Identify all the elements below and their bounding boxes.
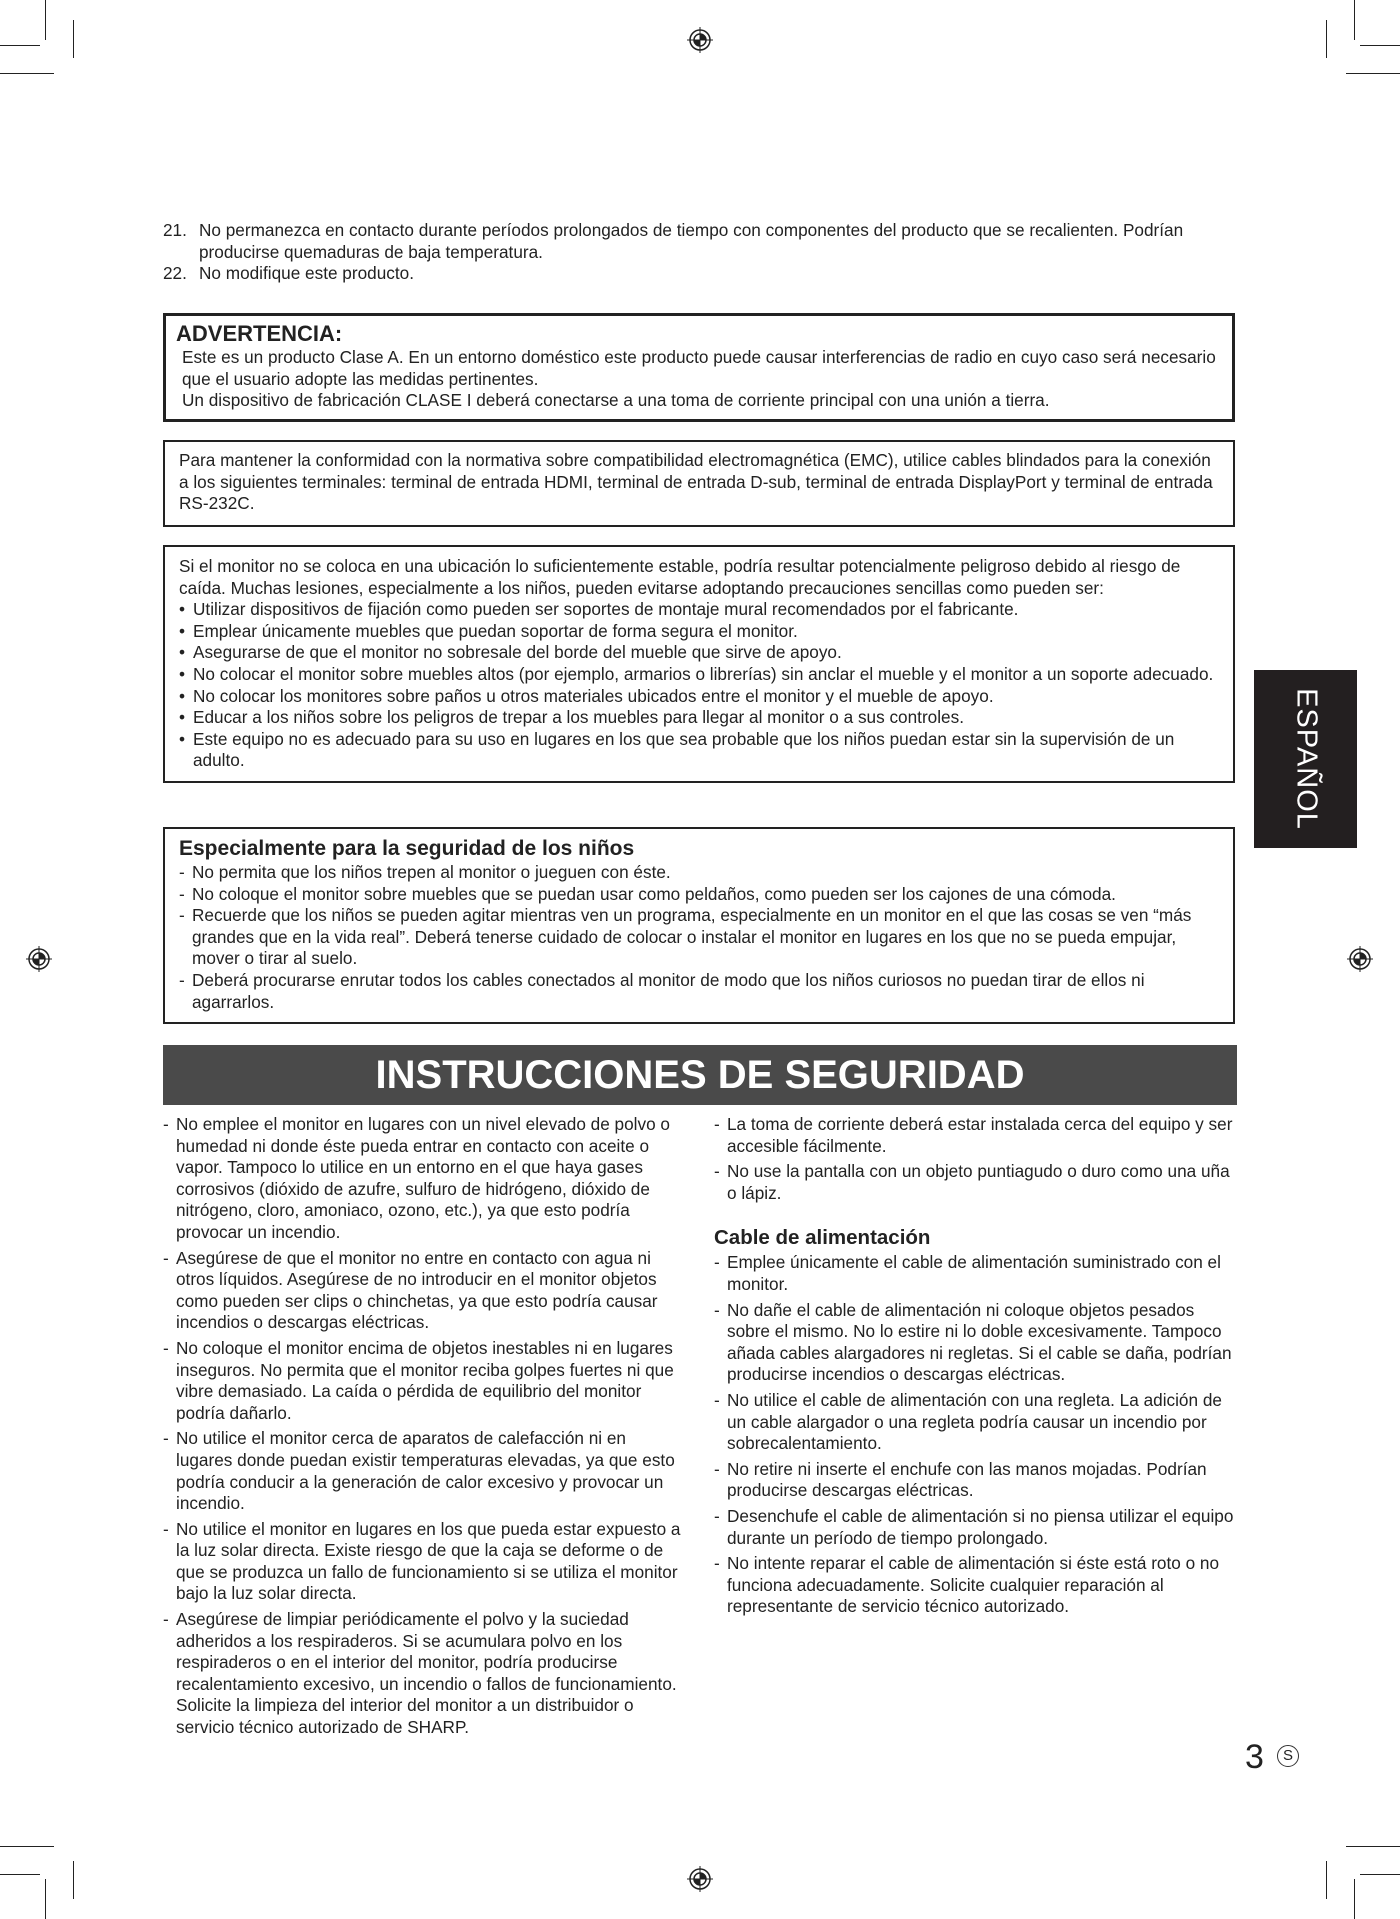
list-item: - No use la pantalla con un objeto puntiagudo o duro como una uña o lápiz. bbox=[714, 1161, 1240, 1204]
list-item bbox=[163, 263, 1243, 285]
list-item: - Emplee únicamente el cable de alimentación suministrado con el monitor. bbox=[714, 1252, 1240, 1295]
emc-notice-box bbox=[163, 440, 1235, 527]
crop-mark-tl-h bbox=[0, 73, 54, 74]
children-safety-list bbox=[179, 862, 1221, 1013]
emc-text: Para mantener la conformidad con la normativa sobre compatibilidad electromagnética (EMC), utilice cables blindados para la conexión a los siguientes terminales: terminal de entrada HDMI, terminal de entrada D-sub, terminal de entrada DisplayPort y terminal de entrada RS-232C. bbox=[179, 450, 1213, 514]
list-item: • Este equipo no es adecuado para su uso en lugares en los que sea probable que los niños puedan estar sin la supervisión de un adulto. bbox=[179, 729, 1221, 772]
list-item bbox=[163, 1609, 686, 1739]
registration-crosshair-icon bbox=[26, 946, 52, 972]
item-text: No permanezca en contacto durante períodos prolongados de tiempo con componentes del producto que se recalienten. Podrían producirse quemaduras de baja temperatura. bbox=[199, 220, 1184, 262]
list-item: - Deberá procurarse enrutar todos los cables conectados al monitor de modo que los niños curiosos no puedan tirar de ellos ni agarrarlos. bbox=[179, 970, 1221, 1013]
list-item: - Desenchufe el cable de alimentación si no piensa utilizar el equipo durante un período de tiempo prolongado. bbox=[714, 1506, 1240, 1549]
list-item: - Asegúrese de que el monitor no entre en contacto con agua ni otros líquidos. Asegúrese de no introducir en el monitor objetos como pueden ser clips o chinchetas, ya que esto podría causar incendios o descargas eléctricas. bbox=[163, 1248, 686, 1334]
page-language-marker: S bbox=[1277, 1745, 1299, 1767]
power-cable-list bbox=[714, 1252, 1240, 1618]
safety-right-column bbox=[714, 1114, 1240, 1622]
crop-mark-tl-h2 bbox=[0, 45, 40, 46]
list-item: • Educar a los niños sobre los peligros de trepar a los muebles para llegar al monitor o a sus controles. bbox=[179, 707, 1221, 729]
crop-mark-br-h bbox=[1346, 1846, 1400, 1847]
crop-mark-tl-v bbox=[73, 20, 74, 58]
item-text: No modifique este producto. bbox=[199, 263, 414, 284]
registration-crosshair-icon bbox=[687, 27, 713, 53]
warning-text bbox=[176, 347, 1222, 412]
registration-crosshair-icon bbox=[687, 1866, 713, 1892]
children-safety-box bbox=[163, 827, 1235, 1024]
crop-mark-bl-v bbox=[73, 1861, 74, 1899]
crop-mark-bl-v2 bbox=[45, 1879, 46, 1919]
list-item: - No utilice el monitor cerca de aparatos de calefacción ni en lugares donde puedan existir temperaturas elevadas, ya que esto podría conducir a la generación de calor excesivo y provocar un incendio. bbox=[163, 1428, 686, 1514]
list-item: • Utilizar dispositivos de fijación como pueden ser soportes de montaje mural recomendados por el fabricante. bbox=[179, 599, 1221, 621]
crop-mark-br-v bbox=[1326, 1861, 1327, 1899]
list-item: - No utilice el cable de alimentación con una regleta. La adición de un cable alargador o una regleta podría causar un incendio por sobrecalentamiento. bbox=[714, 1390, 1240, 1455]
list-item: - No retire ni inserte el enchufe con las manos mojadas. Podrían producirse descargas eléctricas. bbox=[714, 1459, 1240, 1502]
list-item: - No dañe el cable de alimentación ni coloque objetos pesados sobre el mismo. No lo estire ni lo doble excesivamente. Tampoco añada cables alargadores ni regletas. Si el cable se daña, podrían producirse incendios o descargas eléctricas. bbox=[714, 1300, 1240, 1386]
language-tab bbox=[1254, 670, 1357, 848]
warning-title: ADVERTENCIA: bbox=[176, 321, 343, 346]
registration-crosshair-icon bbox=[1347, 946, 1373, 972]
safety-list bbox=[163, 1114, 686, 1739]
language-tab-label: ESPAÑOL bbox=[1290, 688, 1322, 830]
list-item: - No permita que los niños trepen al monitor o jueguen con éste. bbox=[179, 862, 1221, 884]
list-item: - No coloque el monitor encima de objetos inestables ni en lugares inseguros. No permita que el monitor reciba golpes fuertes ni que vibre demasiado. La caída o pérdida de equilibrio del monitor podría dañarlo. bbox=[163, 1338, 686, 1424]
list-item: - No utilice el monitor en lugares en los que pueda estar expuesto a la luz solar directa. Existe riesgo de que la caja se deforme o de que se produzca un fallo de funcionamiento si se utiliza el monitor bajo la luz solar directa. bbox=[163, 1519, 686, 1605]
stability-intro: Si el monitor no se coloca en una ubicación lo suficientemente estable, podría resultar potencialmente peligroso debido al riesgo de caída. Muchas lesiones, especialmente a los niños, pueden evitarse adoptando precauciones sencillas como pueden ser: bbox=[179, 556, 1181, 598]
stability-notice-box bbox=[163, 545, 1235, 783]
item-number: 22. bbox=[163, 263, 187, 284]
crop-mark-tr-h bbox=[1346, 73, 1400, 74]
crop-mark-br-v2 bbox=[1354, 1879, 1355, 1919]
list-item: - No emplee el monitor en lugares con un nivel elevado de polvo o humedad ni donde éste pueda entrar en contacto con aceite o vapor. Tampoco lo utilice en un entorno en el que haya gases corrosivos (dióxido de azufre, sulfuro de hidrógeno, dióxido de nitrógeno, cloro, amoniaco, ozono, etc.), ya que esto podría provocar un incendio. bbox=[163, 1114, 686, 1244]
list-item: - Recuerde que los niños se pueden agitar mientras ven un programa, especialmente en un monitor en el que las cosas se ven “más grandes que en la vida real”. Deberá tenerse cuidado de colocar o instalar el monitor en lugares en los que no se pueda empujar, mover o tirar al suelo. bbox=[179, 905, 1221, 970]
crop-mark-tr-v bbox=[1326, 20, 1327, 58]
crop-mark-br-h2 bbox=[1360, 1874, 1400, 1875]
list-item: • No colocar los monitores sobre paños u otros materiales ubicados entre el monitor y el mueble de apoyo. bbox=[179, 686, 1221, 708]
page-number: 3 bbox=[1245, 1738, 1264, 1776]
stability-bullets bbox=[179, 599, 1221, 772]
crop-mark-tl-v2 bbox=[45, 0, 46, 40]
list-item: • No colocar el monitor sobre muebles altos (por ejemplo, armarios o librerías) sin anclar el mueble y el monitor a un soporte adecuado. bbox=[179, 664, 1221, 686]
list-item: • Emplear únicamente muebles que puedan soportar de forma segura el monitor. bbox=[179, 621, 1221, 643]
list-item: - No coloque el monitor sobre muebles que se puedan usar como peldaños, como pueden ser los cajones de una cómoda. bbox=[179, 884, 1221, 906]
list-item-text: Asegúrese de limpiar periódicamente el polvo y la suciedad adheridos a los respiraderos. Si se acumulara polvo en los respiraderos o en el interior del monitor, podría producirse recalentamiento excesivo, un incendio o fallos de funcionamiento. bbox=[176, 1609, 677, 1694]
crop-mark-tr-v2 bbox=[1354, 0, 1355, 40]
crop-mark-bl-h2 bbox=[0, 1874, 40, 1875]
warning-box bbox=[163, 313, 1235, 422]
power-cable-title: Cable de alimentación bbox=[714, 1226, 931, 1250]
safety-list bbox=[714, 1114, 1240, 1204]
section-banner-title: INSTRUCCIONES DE SEGURIDAD bbox=[163, 1045, 1237, 1105]
safety-left-column bbox=[163, 1114, 686, 1743]
list-item: - No intente reparar el cable de alimentación si éste está roto o no funciona adecuadamente. Solicite cualquier reparación al representante de servicio técnico autorizado. bbox=[714, 1553, 1240, 1618]
item-number: 21. bbox=[163, 220, 187, 240]
list-item: - La toma de corriente deberá estar instalada cerca del equipo y ser accesible fácilmente. bbox=[714, 1114, 1240, 1157]
warning-line: Un dispositivo de fabricación CLASE I deberá conectarse a una toma de corriente principal con una unión a tierra. bbox=[182, 390, 1050, 411]
numbered-list bbox=[163, 220, 1243, 285]
crop-mark-tr-h2 bbox=[1360, 45, 1400, 46]
list-item: • Asegurarse de que el monitor no sobresale del borde del mueble que sirve de apoyo. bbox=[179, 642, 1221, 664]
children-safety-title: Especialmente para la seguridad de los niños bbox=[179, 837, 635, 860]
list-item bbox=[163, 220, 1243, 263]
crop-mark-bl-h bbox=[0, 1846, 54, 1847]
list-item-extra: Solicite la limpieza del interior del monitor a un distribuidor o servicio técnico autorizado de SHARP. bbox=[176, 1695, 634, 1738]
warning-line: Este es un producto Clase A. En un entorno doméstico este producto puede causar interferencias de radio en cuyo caso será necesario que el usuario adopte las medidas pertinentes. bbox=[182, 347, 1216, 389]
